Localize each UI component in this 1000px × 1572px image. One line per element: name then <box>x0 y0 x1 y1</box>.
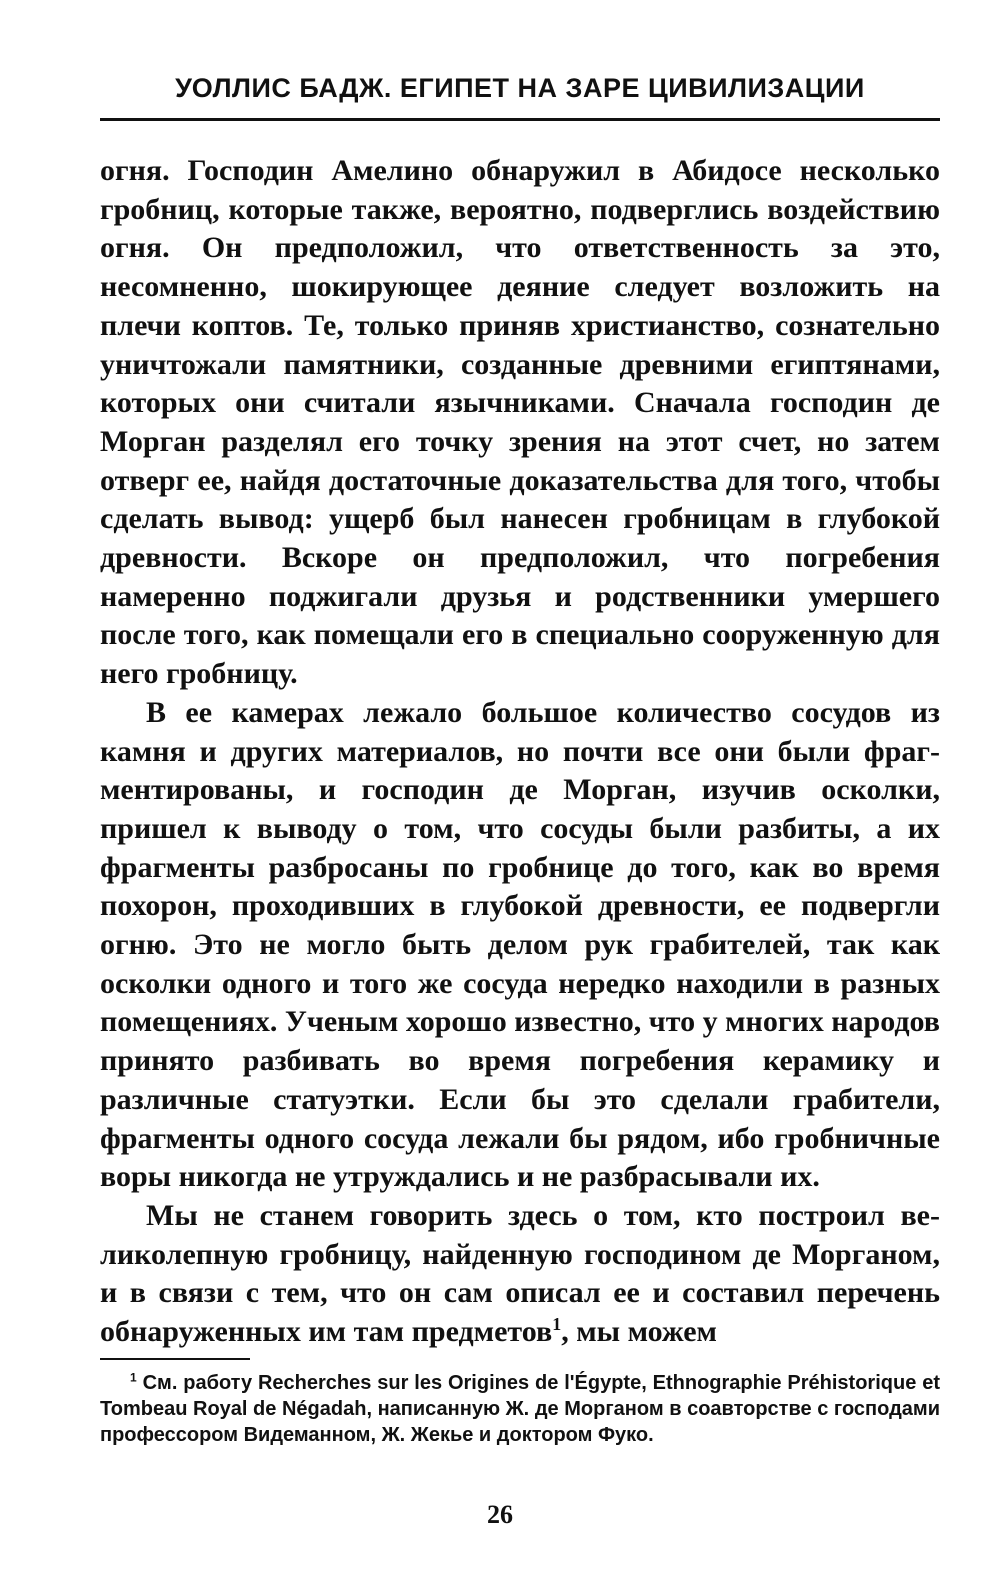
footnote-marker: 1 <box>130 1370 137 1385</box>
footnote-rule <box>100 1358 250 1360</box>
running-head: УОЛЛИС БАДЖ. ЕГИПЕТ НА ЗАРЕ ЦИВИЛИЗАЦИИ <box>175 73 865 103</box>
paragraph-3 <box>100 1197 940 1352</box>
page-number: 26 <box>487 1500 513 1529</box>
paragraph-1: огня. Господин Амелино обнаружил в Абидосе несколько гробниц, которые также, вероятно, подверглись воздействию огня. Он предположил, что ответственность за это, несомненно, шокирующее деяние следует возложить на плечи коптов. Те, только приняв христианство, сознательно уничтожали памятники, созданные древними египтянами, которых они считали язычниками. Сначала господин де Морган разделял его точку зрения на этот счет, но затем отверг ее, найдя достаточные доказательства для того, чтобы сделать вывод: ущерб был нанесен гробницам в глубокой древности. Вскоре он предположил, что погребения намеренно поджигали друзья и родственники умершего после того, как помещали его в специально сооруженную для него гробницу. <box>100 154 940 691</box>
body-text <box>100 152 940 1352</box>
paragraph-3-text: Мы не станем говорить здесь о том, кто построил великолепную гробницу, найденную господином де Морганом, и в связи с тем, что он сам описал ее и составил перечень обнаруженных им там предметов <box>100 1198 940 1349</box>
footnote-text: См. работу Recherches sur les Origines de l'Égypte, Ethnographie Préhistorique et Tombeau Royal de Négadah, написанную Ж. де Морганом в соавторстве с господами профессором Видеманном, Ж. Жекье и доктором Фуко. <box>100 1372 940 1446</box>
footnote <box>100 1370 940 1448</box>
header-rule <box>100 118 940 121</box>
paragraph-3-tail: , мы можем <box>561 1315 717 1349</box>
paragraph-2: В ее камерах лежало большое количество сосудов из камня и других материалов, но почти все они были фрагментированы, и господин де Морган, изучив осколки, пришел к выводу о том, что сосуды были разбиты, а их фрагменты разбросаны по гробнице до того, как во время похорон, проходивших в глубокой древности, ее подвергли огню. Это не могло быть делом рук грабителей, так как осколки одного и того же сосуда нередко находили в разных помещениях. Ученым хорошо известно, что у многих народов принято разбивать во время погребения керамику и различные статуэтки. Если бы это сделали грабители, фрагменты одного сосуда лежали бы рядом, ибо гробничные воры никогда не утруждались и не разбрасывали их. <box>100 695 940 1194</box>
footnote-reference: 1 <box>552 1314 562 1335</box>
